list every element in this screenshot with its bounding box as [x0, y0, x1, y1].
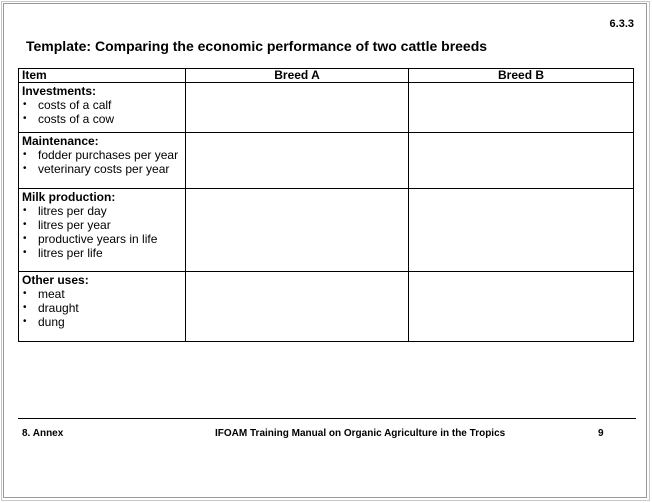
section-number: 6.3.3	[609, 18, 634, 30]
list-item: • costs of a calf	[22, 98, 182, 112]
page-title: Template: Comparing the economic performance of two cattle breeds	[26, 38, 488, 54]
header-breed-a: Breed A	[186, 69, 409, 83]
breed-b-cell[interactable]	[409, 83, 634, 133]
row-item-cell	[19, 272, 186, 342]
footer-page-number: 9	[598, 428, 604, 439]
list-item: • litres per day	[22, 204, 182, 218]
list-item: • draught	[22, 301, 182, 315]
category-label: Milk production:	[22, 190, 116, 204]
list-item: • dung	[22, 315, 182, 329]
list-item: • litres per life	[22, 246, 182, 260]
table-header-row	[19, 69, 634, 83]
breed-b-cell[interactable]	[409, 133, 634, 189]
row-item-cell	[19, 83, 186, 133]
list-item: • veterinary costs per year	[22, 162, 182, 176]
category-label: Maintenance:	[22, 134, 99, 148]
list-item: • productive years in life	[22, 232, 182, 246]
footer-divider	[18, 418, 636, 419]
breed-a-cell[interactable]	[186, 83, 409, 133]
category-label: Other uses:	[22, 273, 89, 287]
footer-manual-title: IFOAM Training Manual on Organic Agriculture in the Tropics	[215, 428, 506, 439]
item-list	[22, 98, 182, 126]
header-breed-b: Breed B	[409, 69, 634, 83]
list-item: • litres per year	[22, 218, 182, 232]
table-row-other-uses	[19, 272, 634, 342]
breed-a-cell[interactable]	[186, 189, 409, 272]
item-list	[22, 204, 182, 260]
breed-b-cell[interactable]	[409, 189, 634, 272]
row-item-cell	[19, 133, 186, 189]
item-list	[22, 287, 182, 329]
item-list	[22, 148, 182, 176]
comparison-table	[18, 68, 634, 342]
footer-chapter: 8. Annex	[22, 428, 64, 439]
table-row-maintenance	[19, 133, 634, 189]
list-item: • fodder purchases per year	[22, 148, 182, 162]
category-label: Investments:	[22, 84, 97, 98]
table-row-milk-production	[19, 189, 634, 272]
list-item: • meat	[22, 287, 182, 301]
breed-a-cell[interactable]	[186, 133, 409, 189]
row-item-cell	[19, 189, 186, 272]
table-row-investments	[19, 83, 634, 133]
header-item: Item	[19, 69, 186, 83]
list-item: • costs of a cow	[22, 112, 182, 126]
breed-b-cell[interactable]	[409, 272, 634, 342]
breed-a-cell[interactable]	[186, 272, 409, 342]
